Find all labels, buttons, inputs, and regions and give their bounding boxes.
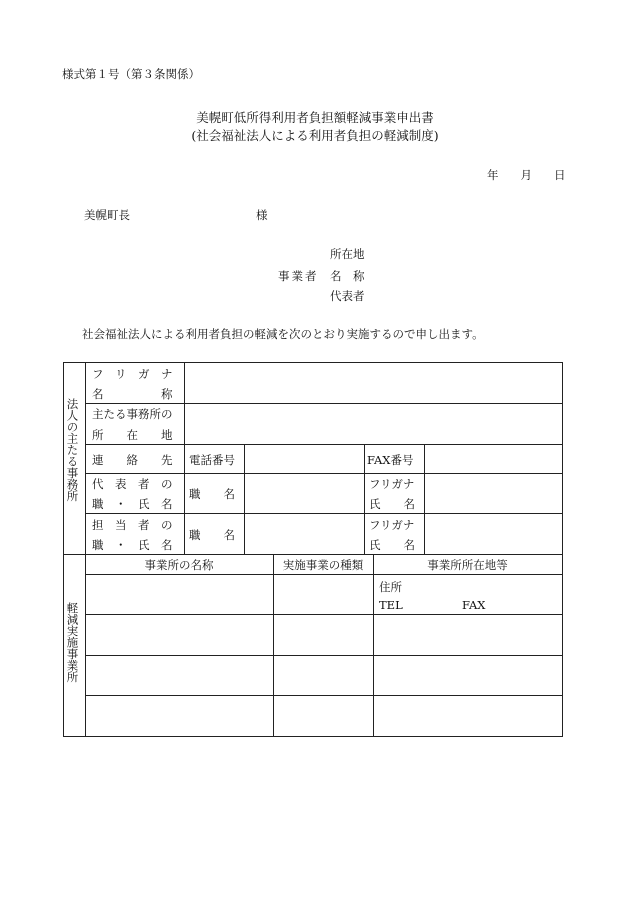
- applicant-name-label: 名 称: [330, 269, 365, 283]
- representative-post-label: 職 名: [189, 487, 235, 501]
- office-label-bottom: 所 在 地: [92, 428, 173, 442]
- corporation-section-label: 法人の主たる事務所: [65, 398, 80, 502]
- representative-label-top: 代 表 者 の: [92, 477, 173, 491]
- day-label: 日: [554, 168, 566, 182]
- month-label: 月: [520, 168, 532, 182]
- representative-furigana-label: フリガナ: [369, 477, 415, 491]
- facility-location-header: 事業所所在地等: [427, 558, 508, 572]
- contact-label: 連 絡 先: [92, 453, 173, 467]
- furigana-label-top: フ リ ガ ナ: [92, 367, 173, 381]
- representative-label-bottom: 職 ・ 氏 名: [92, 497, 173, 511]
- applicant-address-label: 所在地: [330, 247, 365, 261]
- statement: 社会福祉法人による利用者負担の軽減を次のとおり実施するので申し出ます。: [82, 327, 484, 341]
- tel-label: TEL: [379, 598, 403, 612]
- applicant-group-label: 事業者: [278, 269, 319, 283]
- representative-name-label: 氏 名: [369, 497, 415, 511]
- staff-name-label: 氏 名: [369, 538, 415, 552]
- year-label: 年: [487, 168, 499, 182]
- applicant-representative-label: 代表者: [330, 289, 365, 303]
- document-title: 美幌町低所得利用者負担額軽減事業申出書: [196, 110, 434, 125]
- office-label-top: 主たる事務所の: [92, 407, 173, 421]
- address-prefix: 住所: [379, 580, 402, 594]
- addressee: 美幌町長: [84, 208, 130, 222]
- form-number: 様式第１号（第３条関係）: [62, 67, 200, 81]
- phone-label: 電話番号: [189, 453, 235, 467]
- addressee-honorific: 様: [256, 208, 268, 222]
- corporation-name-label: 名 称: [92, 387, 173, 401]
- facility-name-header: 事業所の名称: [144, 558, 214, 572]
- fax-label: FAX: [462, 598, 486, 612]
- service-type-header: 実施事業の種類: [282, 558, 364, 572]
- staff-furigana-label: フリガナ: [369, 518, 415, 532]
- staff-label-bottom: 職 ・ 氏 名: [92, 538, 173, 552]
- fax-number-label: FAX番号: [367, 453, 414, 467]
- staff-label-top: 担 当 者 の: [92, 518, 173, 532]
- facilities-section-label: 軽減実施事業所: [65, 602, 80, 683]
- staff-post-label: 職 名: [189, 528, 235, 542]
- document-subtitle: (社会福祉法人による利用者負担の軽減制度): [191, 128, 439, 143]
- date-line: [487, 167, 566, 183]
